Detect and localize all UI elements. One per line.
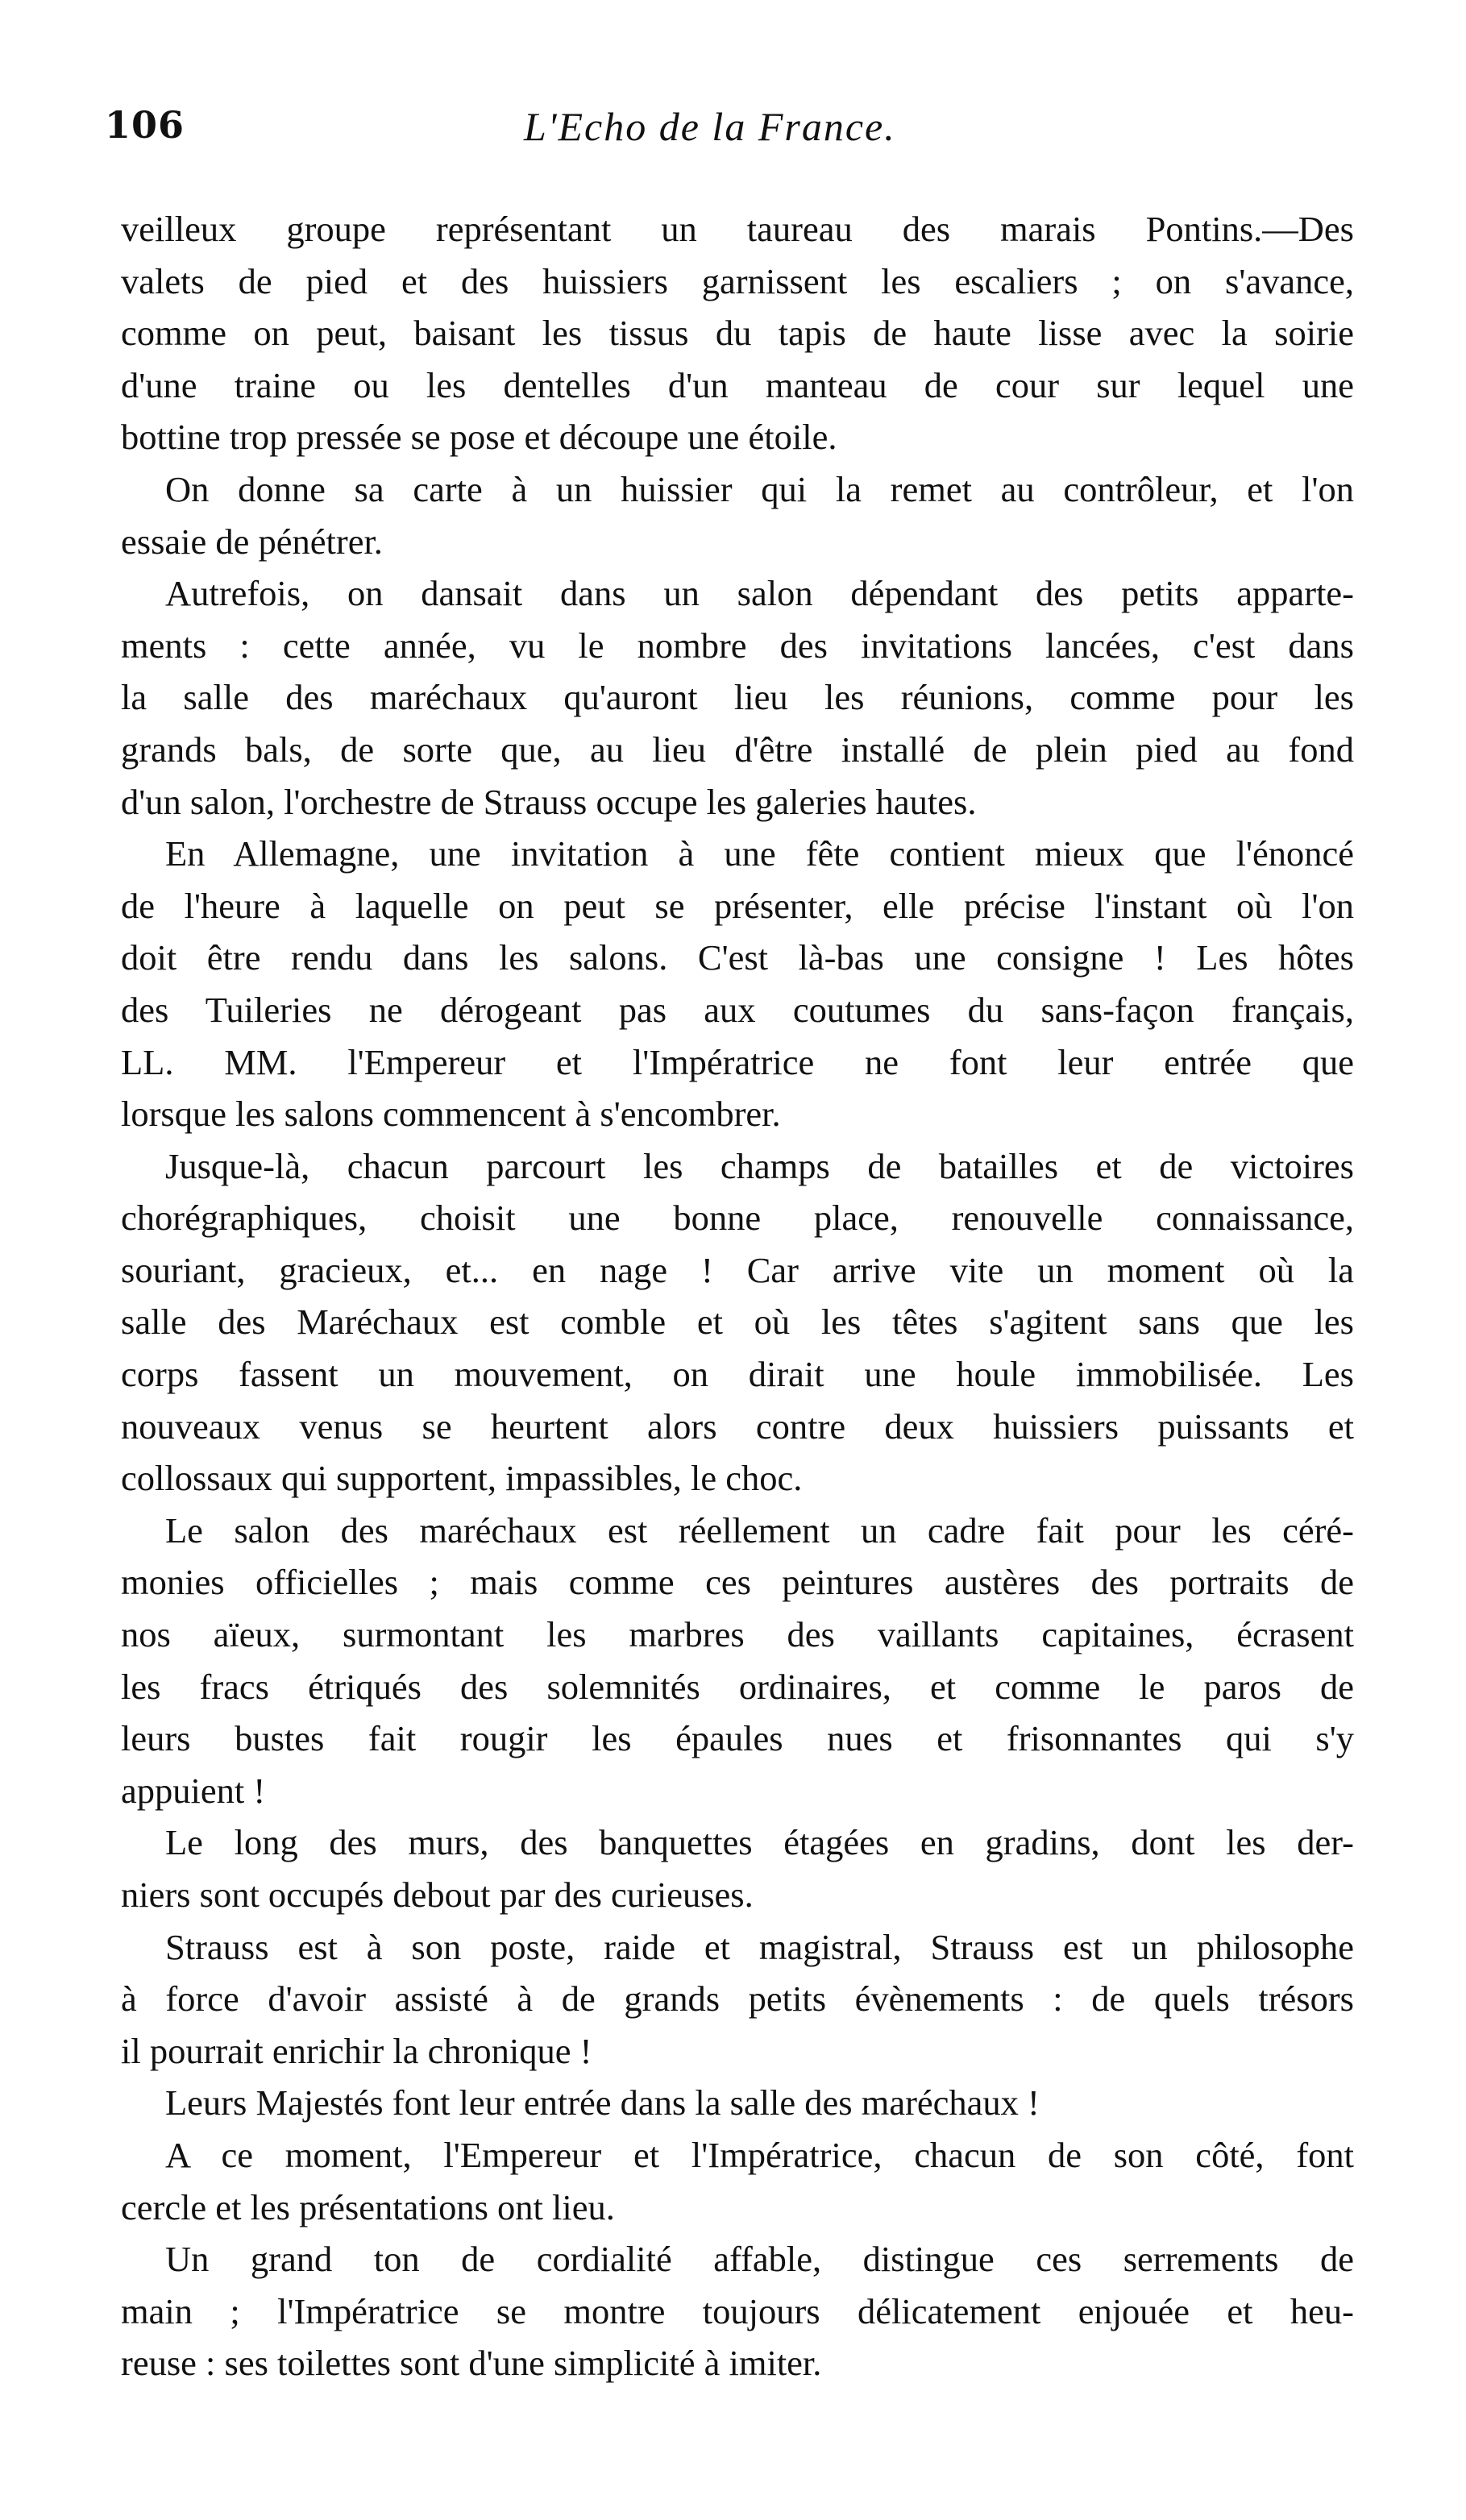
text-line: Leurs Majestés font leur entrée dans la salle des maréchaux ! [165, 2082, 1040, 2124]
text-line: il pourrait enrichir la chronique ! [121, 2030, 592, 2071]
paragraph [121, 1921, 1354, 2078]
text-line: la salle des maréchaux qu'auront lieu les réunions, comme pour les [121, 677, 1354, 718]
text-line: collossaux qui supportent, impassibles, le choc. [121, 1458, 803, 1499]
text-line: reuse : ses toilettes sont d'une simplicité à imiter. [121, 2343, 822, 2384]
text-line: En Allemagne, une invitation à une fête contient mieux que l'énoncé [165, 833, 1354, 874]
paragraph [121, 828, 1354, 1140]
text-line: d'un salon, l'orchestre de Strauss occupe les galeries hautes. [121, 781, 977, 822]
body-text [121, 203, 1354, 2389]
text-line: nouveaux venus se heurtent alors contre deux huissiers puissants et [121, 1405, 1354, 1447]
text-line: leurs bustes fait rougir les épaules nues et frisonnantes qui s'y [121, 1718, 1354, 1759]
running-title: L'Echo de la France. [524, 104, 896, 149]
paragraph [121, 1505, 1354, 1817]
text-line: bottine trop pressée se pose et découpe une étoile. [121, 417, 837, 458]
text-line: salle des Maréchaux est comble et où les têtes s'agitent sans que les [121, 1302, 1354, 1343]
text-line: des Tuileries ne dérogeant pas aux coutumes du sans-façon français, [121, 989, 1354, 1030]
text-line: de l'heure à laquelle on peut se présenter, elle précise l'instant où l'on [121, 885, 1354, 926]
text-line: Un grand ton de cordialité affable, distingue ces serrements de [165, 2239, 1354, 2280]
paragraph [121, 463, 1354, 567]
paragraph [121, 2077, 1354, 2129]
text-line: Strauss est à son poste, raide et magistral, Strauss est un philosophe [165, 1926, 1354, 1967]
text-line: niers sont occupés debout par des curieuses. [121, 1874, 754, 1915]
paragraph [121, 203, 1354, 463]
text-line: corps fassent un mouvement, on dirait une houle immobilisée. Les [121, 1354, 1354, 1395]
text-line: chorégraphiques, choisit une bonne place, renouvelle connaissance, [121, 1198, 1354, 1239]
text-line: grands bals, de sorte que, au lieu d'être installé de plein pied au fond [121, 729, 1354, 770]
text-line: Jusque-là, chacun parcourt les champs de batailles et de victoires [165, 1145, 1354, 1186]
text-line: lorsque les salons commencent à s'encombrer. [121, 1094, 781, 1135]
paragraph [121, 2233, 1354, 2389]
text-line: LL. MM. l'Empereur et l'Impératrice ne font leur entrée que [121, 1041, 1354, 1082]
paragraph [121, 1140, 1354, 1505]
text-line: A ce moment, l'Empereur et l'Impératrice, chacun de son côté, font [165, 2134, 1354, 2175]
text-line: cercle et les présentations ont lieu. [121, 2186, 615, 2227]
text-line: ments : cette année, vu le nombre des invitations lancées, c'est dans [121, 625, 1354, 666]
text-line: doit être rendu dans les salons. C'est là-bas une consigne ! Les hôtes [121, 937, 1354, 978]
paragraph [121, 1816, 1354, 1920]
paragraph [121, 2129, 1354, 2233]
text-line: Le salon des maréchaux est réellement un cadre fait pour les céré- [165, 1509, 1354, 1551]
text-line: souriant, gracieux, et... en nage ! Car arrive vite un moment où la [121, 1249, 1354, 1290]
page-number: 106 [105, 103, 185, 147]
text-line: veilleux groupe représentant un taureau des marais Pontins.—Des [121, 209, 1354, 249]
text-line: appuient ! [121, 1770, 266, 1811]
text-line: Autrefois, on dansait dans un salon dépendant des petits apparte- [165, 573, 1354, 614]
text-line: les fracs étriqués des solemnités ordinaires, et comme le paros de [121, 1666, 1354, 1707]
text-line: à force d'avoir assisté à de grands petits évènements : de quels trésors [121, 1978, 1354, 2020]
text-line: monies officielles ; mais comme ces peintures austères des portraits de [121, 1562, 1354, 1603]
text-line: Le long des murs, des banquettes étagées en gradins, dont les der- [165, 1822, 1354, 1863]
text-line: nos aïeux, surmontant les marbres des vaillants capitaines, écrasent [121, 1614, 1354, 1655]
page-header [105, 103, 1362, 168]
text-line: comme on peut, baisant les tissus du tapis de haute lisse avec la soirie [121, 313, 1354, 354]
text-line: main ; l'Impératrice se montre toujours délicatement enjouée et heu- [121, 2290, 1354, 2331]
text-line: d'une traine ou les dentelles d'un manteau de cour sur lequel une [121, 364, 1354, 405]
paragraph [121, 567, 1354, 828]
text-line: essaie de pénétrer. [121, 521, 383, 562]
text-line: valets de pied et des huissiers garnissent les escaliers ; on s'avance, [121, 260, 1354, 301]
text-line: On donne sa carte à un huissier qui la remet au contrôleur, et l'on [165, 468, 1354, 509]
